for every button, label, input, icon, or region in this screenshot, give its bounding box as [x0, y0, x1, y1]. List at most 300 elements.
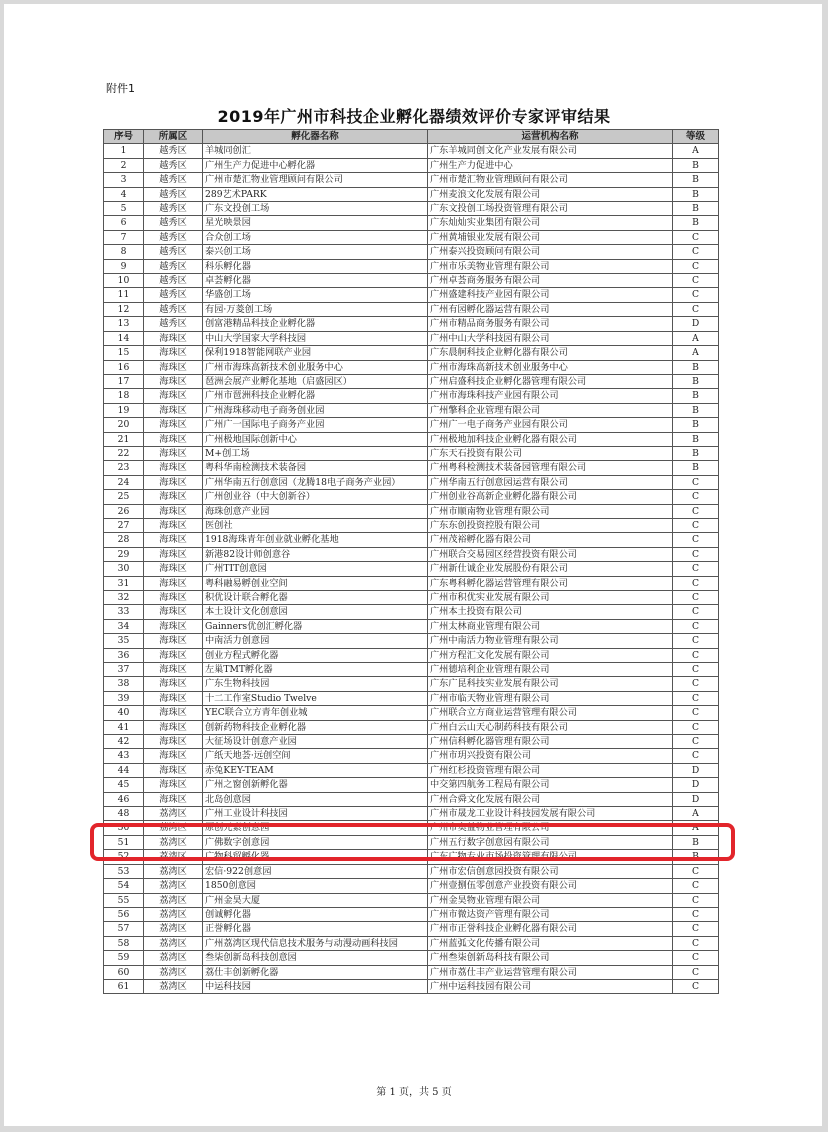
- cell-grade: C: [673, 965, 719, 979]
- table-row: [104, 979, 719, 993]
- cell-operator-name: 广州市积优实业发展有限公司: [428, 590, 673, 604]
- cell-grade: C: [673, 922, 719, 936]
- cell-incubator-name: 十二工作室Studio Twelve: [203, 691, 428, 705]
- cell-district: 海珠区: [144, 663, 203, 677]
- cell-grade: C: [673, 590, 719, 604]
- cell-index: 31: [104, 576, 144, 590]
- cell-grade: C: [673, 864, 719, 878]
- cell-district: 荔湾区: [144, 893, 203, 907]
- table-header-row: [104, 130, 719, 144]
- cell-district: 荔湾区: [144, 850, 203, 864]
- table-row: [104, 230, 719, 244]
- cell-index: 43: [104, 749, 144, 763]
- cell-district: 荔湾区: [144, 979, 203, 993]
- table-row: [104, 864, 719, 878]
- table-row: [104, 461, 719, 475]
- cell-district: 越秀区: [144, 230, 203, 244]
- cell-index: 30: [104, 562, 144, 576]
- cell-operator-name: 广州壹捌伍零创意产业投资有限公司: [428, 879, 673, 893]
- cell-incubator-name: 广物科贸孵化器: [203, 850, 428, 864]
- cell-incubator-name: 289艺术PARK: [203, 187, 428, 201]
- cell-operator-name: 广州市玥兴投资有限公司: [428, 749, 673, 763]
- cell-district: 越秀区: [144, 259, 203, 273]
- cell-index: 61: [104, 979, 144, 993]
- cell-incubator-name: 广州生产力促进中心孵化器: [203, 158, 428, 172]
- cell-index: 19: [104, 403, 144, 417]
- cell-operator-name: 广东东创投资控股有限公司: [428, 518, 673, 532]
- cell-index: 40: [104, 706, 144, 720]
- table-row: [104, 936, 719, 950]
- cell-grade: C: [673, 475, 719, 489]
- table-row: [104, 274, 719, 288]
- cell-incubator-name: 粤科华南检测技术装备园: [203, 461, 428, 475]
- cell-index: 35: [104, 634, 144, 648]
- cell-incubator-name: 星光映景园: [203, 216, 428, 230]
- cell-operator-name: 广州联合立方商业运营管理有限公司: [428, 706, 673, 720]
- cell-index: 41: [104, 720, 144, 734]
- cell-operator-name: 广州德培利企业管理有限公司: [428, 663, 673, 677]
- cell-incubator-name: 科乐孵化器: [203, 259, 428, 273]
- cell-grade: C: [673, 879, 719, 893]
- table-row: [104, 533, 719, 547]
- table-row: [104, 691, 719, 705]
- table-row: [104, 706, 719, 720]
- cell-district: 荔湾区: [144, 835, 203, 849]
- cell-operator-name: 广州市晟龙工业设计科技园发展有限公司: [428, 807, 673, 821]
- cell-index: 10: [104, 274, 144, 288]
- cell-index: 26: [104, 504, 144, 518]
- cell-incubator-name: 积优设计联合孵化器: [203, 590, 428, 604]
- cell-operator-name: 广州启盛科技企业孵化器管理有限公司: [428, 374, 673, 388]
- table-row: [104, 619, 719, 633]
- cell-grade: C: [673, 274, 719, 288]
- cell-index: 13: [104, 317, 144, 331]
- cell-district: 海珠区: [144, 374, 203, 388]
- cell-district: 海珠区: [144, 360, 203, 374]
- table-row: [104, 144, 719, 158]
- cell-incubator-name: 广州市楚汇物业管理顾问有限公司: [203, 173, 428, 187]
- cell-grade: B: [673, 216, 719, 230]
- cell-incubator-name: 创诚孵化器: [203, 907, 428, 921]
- cell-index: 56: [104, 907, 144, 921]
- table-row: [104, 360, 719, 374]
- table-row: [104, 331, 719, 345]
- cell-operator-name: 广州市楚汇物业管理顾问有限公司: [428, 173, 673, 187]
- cell-district: 海珠区: [144, 691, 203, 705]
- cell-operator-name: 广州方程汇文化发展有限公司: [428, 648, 673, 662]
- cell-district: 越秀区: [144, 245, 203, 259]
- cell-grade: C: [673, 735, 719, 749]
- cell-incubator-name: 琶洲会展产业孵化基地（启盛园区）: [203, 374, 428, 388]
- cell-index: 25: [104, 490, 144, 504]
- cell-grade: C: [673, 576, 719, 590]
- table-row: [104, 288, 719, 302]
- cell-grade: D: [673, 763, 719, 777]
- cell-index: 36: [104, 648, 144, 662]
- cell-operator-name: 广州粤科检测技术装备园管理有限公司: [428, 461, 673, 475]
- cell-operator-name: 广州创业谷高新企业孵化器有限公司: [428, 490, 673, 504]
- cell-index: 7: [104, 230, 144, 244]
- cell-district: 越秀区: [144, 173, 203, 187]
- cell-index: 44: [104, 763, 144, 777]
- cell-district: 海珠区: [144, 648, 203, 662]
- cell-incubator-name: 左巢TMT孵化器: [203, 663, 428, 677]
- cell-operator-name: 广州市荔仕丰产业运营管理有限公司: [428, 965, 673, 979]
- table-row: [104, 907, 719, 921]
- cell-grade: B: [673, 173, 719, 187]
- cell-operator-name: 广州叁柒创新岛科技有限公司: [428, 951, 673, 965]
- cell-grade: B: [673, 374, 719, 388]
- cell-grade: C: [673, 634, 719, 648]
- cell-incubator-name: 创新药物科技企业孵化器: [203, 720, 428, 734]
- cell-operator-name: 广东灿灿实业集团有限公司: [428, 216, 673, 230]
- cell-grade: A: [673, 821, 719, 835]
- cell-district: 海珠区: [144, 576, 203, 590]
- table-row: [104, 158, 719, 172]
- cell-index: 29: [104, 547, 144, 561]
- cell-grade: B: [673, 202, 719, 216]
- cell-incubator-name: 广州广一国际电子商务产业园: [203, 418, 428, 432]
- table-row: [104, 792, 719, 806]
- header-operator-name: 运营机构名称: [428, 130, 673, 144]
- cell-incubator-name: 广佛数字创意园: [203, 835, 428, 849]
- cell-index: 57: [104, 922, 144, 936]
- table-row: [104, 187, 719, 201]
- cell-operator-name: 广州有园孵化器运营有限公司: [428, 302, 673, 316]
- table-row: [104, 735, 719, 749]
- cell-district: 越秀区: [144, 187, 203, 201]
- table-row: [104, 648, 719, 662]
- cell-incubator-name: 合众创工场: [203, 230, 428, 244]
- cell-district: 海珠区: [144, 792, 203, 806]
- cell-operator-name: 广州中运科技园有限公司: [428, 979, 673, 993]
- cell-operator-name: 广州广一电子商务产业园有限公司: [428, 418, 673, 432]
- cell-index: 2: [104, 158, 144, 172]
- table-row: [104, 245, 719, 259]
- cell-district: 海珠区: [144, 619, 203, 633]
- cell-incubator-name: 卓荟孵化器: [203, 274, 428, 288]
- table-row: [104, 634, 719, 648]
- cell-index: 1: [104, 144, 144, 158]
- table-row: [104, 605, 719, 619]
- cell-incubator-name: 叁柒创新岛科技创意园: [203, 951, 428, 965]
- cell-grade: C: [673, 245, 719, 259]
- cell-grade: C: [673, 605, 719, 619]
- cell-index: 3: [104, 173, 144, 187]
- cell-index: 33: [104, 605, 144, 619]
- cell-incubator-name: 广州创业谷（中大创新谷）: [203, 490, 428, 504]
- cell-grade: C: [673, 230, 719, 244]
- cell-incubator-name: 粤科融易孵创业空间: [203, 576, 428, 590]
- cell-grade: B: [673, 446, 719, 460]
- cell-incubator-name: 广州华南五行创意园（龙腾18电子商务产业园）: [203, 475, 428, 489]
- table-row: [104, 922, 719, 936]
- cell-grade: C: [673, 979, 719, 993]
- cell-incubator-name: 1850创意园: [203, 879, 428, 893]
- cell-incubator-name: 北岛创意园: [203, 792, 428, 806]
- cell-index: 50: [104, 821, 144, 835]
- cell-index: 28: [104, 533, 144, 547]
- cell-index: 46: [104, 792, 144, 806]
- cell-incubator-name: 广州海珠移动电子商务创业园: [203, 403, 428, 417]
- table-row: [104, 663, 719, 677]
- cell-operator-name: 广州联合交易园区经营投资有限公司: [428, 547, 673, 561]
- cell-operator-name: 广州茂裕孵化器有限公司: [428, 533, 673, 547]
- cell-operator-name: 广州红杉投资管理有限公司: [428, 763, 673, 777]
- header-district: 所属区: [144, 130, 203, 144]
- cell-district: 海珠区: [144, 432, 203, 446]
- cell-district: 荔湾区: [144, 821, 203, 835]
- cell-operator-name: 广东天石投资有限公司: [428, 446, 673, 460]
- table-row: [104, 259, 719, 273]
- cell-district: 海珠区: [144, 605, 203, 619]
- cell-district: 越秀区: [144, 274, 203, 288]
- cell-district: 越秀区: [144, 202, 203, 216]
- cell-grade: C: [673, 518, 719, 532]
- cell-index: 54: [104, 879, 144, 893]
- cell-incubator-name: Gainners优创汇孵化器: [203, 619, 428, 633]
- cell-index: 52: [104, 850, 144, 864]
- cell-district: 荔湾区: [144, 951, 203, 965]
- cell-district: 越秀区: [144, 144, 203, 158]
- cell-index: 37: [104, 663, 144, 677]
- cell-index: 18: [104, 389, 144, 403]
- cell-index: 48: [104, 807, 144, 821]
- cell-district: 海珠区: [144, 749, 203, 763]
- cell-operator-name: 广州卓荟商务服务有限公司: [428, 274, 673, 288]
- cell-operator-name: 广东广昆科技实业发展有限公司: [428, 677, 673, 691]
- cell-incubator-name: 广州极地国际创新中心: [203, 432, 428, 446]
- table-row: [104, 504, 719, 518]
- cell-district: 海珠区: [144, 446, 203, 460]
- cell-grade: C: [673, 951, 719, 965]
- page-footer: 第 1 页，共 5 页: [376, 1087, 452, 1098]
- cell-operator-name: 广州中山大学科技园有限公司: [428, 331, 673, 345]
- cell-operator-name: 广州市正誉科技企业孵化器有限公司: [428, 922, 673, 936]
- cell-grade: C: [673, 259, 719, 273]
- cell-grade: C: [673, 648, 719, 662]
- cell-grade: B: [673, 461, 719, 475]
- cell-grade: A: [673, 807, 719, 821]
- cell-operator-name: 广东晨舸科技企业孵化器有限公司: [428, 346, 673, 360]
- cell-index: 14: [104, 331, 144, 345]
- cell-incubator-name: 医创社: [203, 518, 428, 532]
- cell-district: 海珠区: [144, 677, 203, 691]
- cell-district: 越秀区: [144, 317, 203, 331]
- cell-operator-name: 中交第四航务工程局有限公司: [428, 778, 673, 792]
- cell-index: 15: [104, 346, 144, 360]
- cell-district: 海珠区: [144, 735, 203, 749]
- cell-district: 荔湾区: [144, 965, 203, 979]
- cell-incubator-name: 大征场设计创意产业园: [203, 735, 428, 749]
- cell-operator-name: 广州擎科企业管理有限公司: [428, 403, 673, 417]
- cell-district: 海珠区: [144, 331, 203, 345]
- cell-incubator-name: 创业方程式孵化器: [203, 648, 428, 662]
- cell-district: 越秀区: [144, 288, 203, 302]
- table-row: [104, 893, 719, 907]
- cell-grade: B: [673, 360, 719, 374]
- cell-incubator-name: 中山大学国家大学科技园: [203, 331, 428, 345]
- table-row: [104, 302, 719, 316]
- table-row: [104, 432, 719, 446]
- cell-operator-name: 广州市乐美物业管理有限公司: [428, 259, 673, 273]
- highlight-box: [90, 823, 735, 861]
- cell-incubator-name: 创富港精品科技企业孵化器: [203, 317, 428, 331]
- cell-grade: C: [673, 504, 719, 518]
- document-title: 2019年广州市科技企业孵化器绩效评价专家评审结果: [217, 107, 611, 126]
- cell-district: 海珠区: [144, 475, 203, 489]
- cell-operator-name: 广州极地加科技企业孵化器有限公司: [428, 432, 673, 446]
- cell-grade: C: [673, 533, 719, 547]
- cell-index: 55: [104, 893, 144, 907]
- cell-operator-name: 广东羊城同创文化产业发展有限公司: [428, 144, 673, 158]
- table-row: [104, 490, 719, 504]
- cell-incubator-name: 广州荔湾区现代信息技术服务与动漫动画科技园: [203, 936, 428, 950]
- cell-grade: C: [673, 691, 719, 705]
- cell-incubator-name: M+创工场: [203, 446, 428, 460]
- cell-district: 海珠区: [144, 518, 203, 532]
- cell-incubator-name: 新港82设计师创意谷: [203, 547, 428, 561]
- cell-operator-name: 广州太林商业管理有限公司: [428, 619, 673, 633]
- table-row: [104, 346, 719, 360]
- cell-incubator-name: 中南活力创意园: [203, 634, 428, 648]
- cell-operator-name: 广州生产力促进中心: [428, 158, 673, 172]
- cell-grade: A: [673, 144, 719, 158]
- cell-incubator-name: 广东文投创工场: [203, 202, 428, 216]
- cell-operator-name: 广东粤科孵化器运营管理有限公司: [428, 576, 673, 590]
- cell-incubator-name: 正誉孵化器: [203, 922, 428, 936]
- cell-grade: C: [673, 893, 719, 907]
- cell-district: 越秀区: [144, 158, 203, 172]
- table-row: [104, 173, 719, 187]
- cell-index: 34: [104, 619, 144, 633]
- cell-index: 27: [104, 518, 144, 532]
- cell-operator-name: 广州蓝弧文化传播有限公司: [428, 936, 673, 950]
- cell-incubator-name: 泰兴创工场: [203, 245, 428, 259]
- cell-grade: D: [673, 778, 719, 792]
- cell-operator-name: 广州金昊物业管理有限公司: [428, 893, 673, 907]
- cell-operator-name: 广州信科孵化器管理有限公司: [428, 735, 673, 749]
- cell-operator-name: 广州白云山天心制药科技有限公司: [428, 720, 673, 734]
- cell-operator-name: 广州市奥益物业管理有限公司: [428, 821, 673, 835]
- table-row: [104, 763, 719, 777]
- cell-district: 海珠区: [144, 778, 203, 792]
- cell-incubator-name: 中运科技园: [203, 979, 428, 993]
- table-row: [104, 807, 719, 821]
- table-row: [104, 317, 719, 331]
- cell-incubator-name: 广州市海珠高新技术创业服务中心: [203, 360, 428, 374]
- cell-district: 海珠区: [144, 403, 203, 417]
- table-row: [104, 374, 719, 388]
- cell-grade: B: [673, 835, 719, 849]
- table-row: [104, 720, 719, 734]
- cell-index: 23: [104, 461, 144, 475]
- table-row: [104, 475, 719, 489]
- cell-index: 51: [104, 835, 144, 849]
- cell-incubator-name: 广州市琶洲科技企业孵化器: [203, 389, 428, 403]
- cell-incubator-name: 宏信·922创意园: [203, 864, 428, 878]
- cell-district: 海珠区: [144, 461, 203, 475]
- cell-operator-name: 广州市临天物业管理有限公司: [428, 691, 673, 705]
- cell-grade: C: [673, 706, 719, 720]
- table-row: [104, 389, 719, 403]
- cell-district: 海珠区: [144, 634, 203, 648]
- cell-index: 4: [104, 187, 144, 201]
- cell-incubator-name: 本土设计文化创意园: [203, 605, 428, 619]
- table-row: [104, 216, 719, 230]
- cell-incubator-name: 羊城同创汇: [203, 144, 428, 158]
- cell-index: 39: [104, 691, 144, 705]
- cell-grade: D: [673, 792, 719, 806]
- cell-grade: C: [673, 677, 719, 691]
- cell-index: 20: [104, 418, 144, 432]
- cell-grade: C: [673, 907, 719, 921]
- cell-grade: B: [673, 389, 719, 403]
- cell-incubator-name: YEC联合立方青年创业城: [203, 706, 428, 720]
- table-row: [104, 879, 719, 893]
- table-row: [104, 951, 719, 965]
- cell-grade: C: [673, 302, 719, 316]
- cell-grade: C: [673, 749, 719, 763]
- cell-district: 海珠区: [144, 720, 203, 734]
- cell-district: 海珠区: [144, 763, 203, 777]
- header-index: 序号: [104, 130, 144, 144]
- cell-district: 海珠区: [144, 504, 203, 518]
- cell-index: 53: [104, 864, 144, 878]
- cell-index: 42: [104, 735, 144, 749]
- cell-incubator-name: 荔仕丰创新孵化器: [203, 965, 428, 979]
- cell-grade: C: [673, 288, 719, 302]
- cell-operator-name: 广东文投创工场投资管理有限公司: [428, 202, 673, 216]
- table-row: [104, 562, 719, 576]
- cell-incubator-name: 广州工业设计科技园: [203, 807, 428, 821]
- cell-district: 荔湾区: [144, 807, 203, 821]
- cell-district: 海珠区: [144, 346, 203, 360]
- cell-incubator-name: 赤兔KEY-TEAM: [203, 763, 428, 777]
- cell-operator-name: 广州市顺南物业管理有限公司: [428, 504, 673, 518]
- cell-district: 海珠区: [144, 533, 203, 547]
- cell-district: 荔湾区: [144, 922, 203, 936]
- cell-index: 17: [104, 374, 144, 388]
- results-table: [103, 129, 719, 994]
- cell-grade: C: [673, 720, 719, 734]
- table-row: [104, 576, 719, 590]
- cell-operator-name: 广东广物专业市场投资管理有限公司: [428, 850, 673, 864]
- cell-grade: B: [673, 158, 719, 172]
- cell-grade: C: [673, 663, 719, 677]
- cell-incubator-name: 广州金昊大厦: [203, 893, 428, 907]
- table-row: [104, 403, 719, 417]
- cell-operator-name: 广州五行数字创意园有限公司: [428, 835, 673, 849]
- cell-district: 海珠区: [144, 418, 203, 432]
- cell-incubator-name: 广纸天地荟·远创空间: [203, 749, 428, 763]
- cell-incubator-name: 有园·万菱创工场: [203, 302, 428, 316]
- cell-operator-name: 广州市精品商务服务有限公司: [428, 317, 673, 331]
- cell-incubator-name: 广州之窗创新孵化器: [203, 778, 428, 792]
- cell-incubator-name: 原创元素创意园: [203, 821, 428, 835]
- cell-operator-name: 广州市海珠高新技术创业服务中心: [428, 360, 673, 374]
- cell-district: 海珠区: [144, 590, 203, 604]
- table-body: [104, 144, 719, 994]
- cell-index: 32: [104, 590, 144, 604]
- cell-index: 9: [104, 259, 144, 273]
- cell-district: 荔湾区: [144, 907, 203, 921]
- cell-index: 16: [104, 360, 144, 374]
- cell-grade: B: [673, 850, 719, 864]
- cell-operator-name: 广州泰兴投资顾问有限公司: [428, 245, 673, 259]
- cell-operator-name: 广州合舜文化发展有限公司: [428, 792, 673, 806]
- cell-incubator-name: 华盛创工场: [203, 288, 428, 302]
